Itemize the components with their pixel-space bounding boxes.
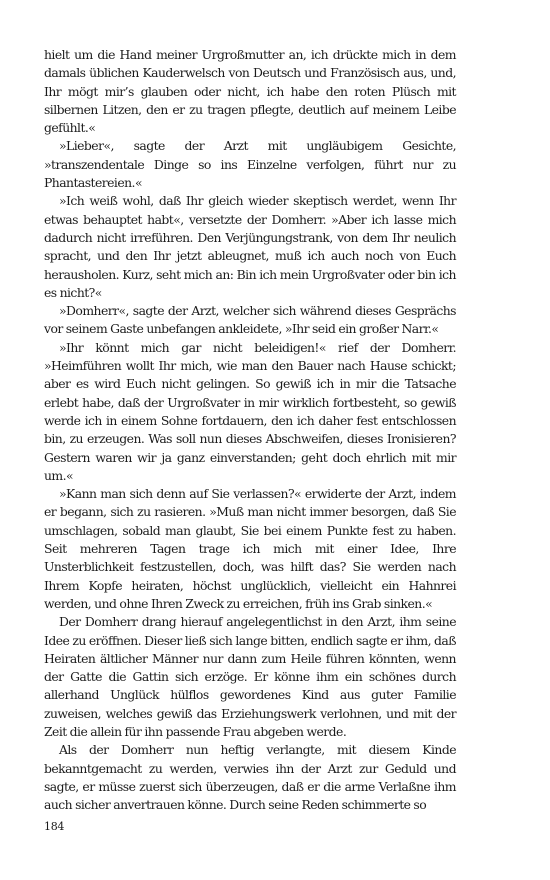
paragraph-8: Als der Domherr nun heftig verlangte, mit diesem Kinde bekanntgemacht zu werden, verwies ihn der Arzt zur Geduld und sagte, er müsse zuerst sich überzeugen, daß er die arme Verlaßne ihm auch sicher anvertrauen könne. Durch seine Reden schimmerte so bbox=[44, 742, 456, 813]
paragraph-2: »Lieber«, sagte der Arzt mit ungläubigem Gesichte, »transzendentale Dinge so ins Einzelne verfolgen, führt nur zu Phantastereien.« bbox=[44, 138, 456, 191]
paragraph-6: »Kann man sich denn auf Sie verlassen?« erwiderte der Arzt, indem er begann, sich zu rasieren. »Muß man nicht immer besorgen, daß Sie umschlagen, sobald man glaubt, Sie bei einem Punkte fest zu haben. Seit mehreren Tagen trage ich mich mit einer Idee, Ihre Unsterblichkeit festzustellen, doch, was hilft das? Sie werden nach Ihrem Kopfe heiraten, höchst unglücklich, vielleicht ein Hahnrei werden, und ohne Ihren Zweck zu erreichen, früh ins Grab sinken.« bbox=[44, 486, 456, 611]
paragraph-1: hielt um die Hand meiner Urgroßmutter an, ich drückte mich in dem damals üblichen Kauderwelsch von Deutsch und Französisch aus, und, Ihr mögt mir’s glauben oder nicht, ich habe den roten Plüsch mit silbernen Litzen, den er zu tragen pflegte, deutlich auf meinem Leibe gefühlt.« bbox=[44, 47, 456, 136]
paragraph-3: »Ich weiß wohl, daß Ihr gleich wieder skeptisch werdet, wenn Ihr etwas behauptet habt«, versetzte der Domherr. »Aber ich lasse mich dadurch nicht irreführen. Den Verjüngungstrank, von dem Ihr neulich spracht, und den Ihr jetzt ableugnet, muß ich auch noch von Euch herausholen. Kurz, seht mich an: Bin ich mein Urgroßvater oder bin ich es nicht?« bbox=[44, 193, 456, 300]
book-page-text bbox=[44, 46, 456, 814]
paragraph-4: »Domherr«, sagte der Arzt, welcher sich während dieses Gesprächs vor seinem Gaste unbefangen ankleidete, »Ihr seid ein großer Narr.« bbox=[44, 303, 456, 337]
paragraph-5: »Ihr könnt mich gar nicht beleidigen!« rief der Domherr. »Heimführen wollt Ihr mich, wie man den Bauer nach Hause schickt; aber es wird Euch nicht gelingen. So gewiß ich in mir die Tatsache erlebt habe, daß der Urgroßvater in mir wirklich fortbesteht, so gewiß werde ich in einem Sohne fortdauern, den ich daher fest entschlossen bin, zu erzeugen. Was soll nun dieses Abschweifen, dieses Ironisieren? Gestern waren wir ja ganz einverstanden; geht doch ehrlich mit mir um.« bbox=[44, 339, 456, 483]
page-number: 184 bbox=[44, 820, 65, 833]
paragraph-7: Der Domherr drang hierauf angelegentlichst in den Arzt, ihm seine Idee zu eröffnen. Dieser ließ sich lange bitten, endlich sagte er ihm, daß Heiraten ältlicher Männer nur dann zum Heile führen könnten, wenn der Gatte die Gattin sich erzöge. Er könne ihm ein schönes durch allerhand Unglück hülflos gewordenes Kind aus guter Familie zuweisen, welches gewiß das Erziehungswerk verlohnen, und mit der Zeit die allein für ihn passende Frau abgeben werde. bbox=[44, 614, 456, 739]
